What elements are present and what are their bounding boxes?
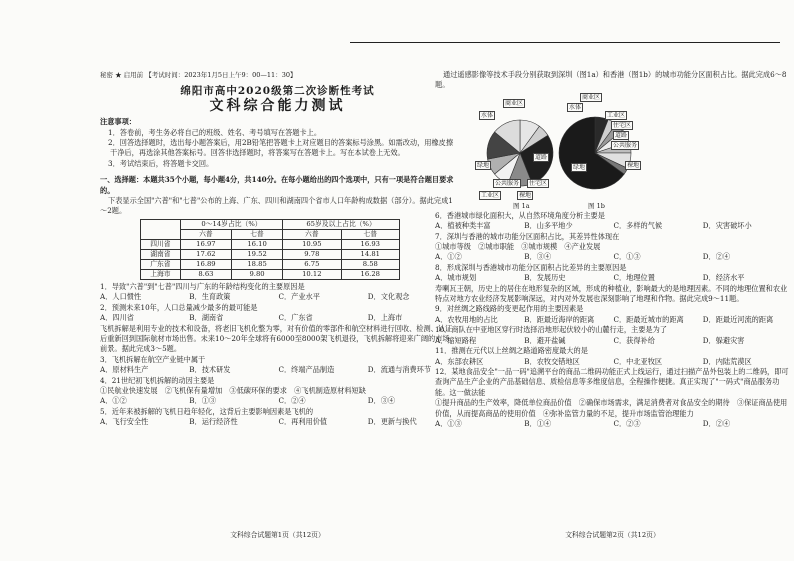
option: D．灾害破坏小 bbox=[702, 221, 752, 231]
cell-value: 14.81 bbox=[341, 249, 399, 259]
pie-label: 工业区 bbox=[481, 191, 500, 199]
pie-label: 裸地 bbox=[627, 161, 640, 169]
section-title: 一、选择题：本题共35个小题，每小题4分，共140分。在每小题给出的四个选项中，只有一项是符合题目要求的。 bbox=[100, 175, 454, 195]
cell-value: 8.58 bbox=[341, 259, 399, 269]
option: D．距最近河流的距离 bbox=[702, 314, 774, 324]
cell-value: 9.80 bbox=[231, 269, 282, 279]
option: C．①③ bbox=[613, 252, 641, 262]
exam-title: 绵阳市高中2020级第二次诊断性考试 bbox=[180, 85, 375, 98]
page-2 bbox=[435, 70, 790, 540]
pie-label: 道路 bbox=[535, 153, 548, 161]
option: D．内陆荒漠区 bbox=[702, 356, 752, 366]
table-corner bbox=[141, 219, 181, 239]
note-item: 3．考试结束后，将答题卡交回。 bbox=[108, 158, 214, 168]
figure-intro: 通过遥感影像等技术手段分别获取到深圳（图1a）和香港（图1b）的城市功能分区面积占比。据此完成6～8题。 bbox=[435, 70, 787, 90]
option: D．②④ bbox=[702, 418, 731, 428]
option: A．植被种类丰富 bbox=[435, 221, 491, 231]
row-name: 湖南省 bbox=[141, 249, 181, 259]
option-row bbox=[100, 365, 455, 375]
option: B．运行经济性 bbox=[189, 417, 238, 427]
pie-label: 绿地 bbox=[477, 161, 490, 169]
option: D．②④ bbox=[702, 252, 731, 262]
pie-figures bbox=[435, 91, 790, 211]
question-text: 4．21世纪初飞机拆解的动因主要是 bbox=[100, 375, 215, 385]
option: B．生育政策 bbox=[189, 292, 231, 302]
question-text: 3．飞机拆解在航空产业链中属于 bbox=[100, 354, 206, 364]
option-row bbox=[435, 273, 790, 283]
cell-value: 16.93 bbox=[341, 239, 399, 249]
option: B．距最近海岸的距离 bbox=[524, 314, 595, 324]
question-text: 8．形成深圳与香港城市功能分区面积占比差异的主要原因是 bbox=[435, 262, 627, 272]
pie-label: 绿地 bbox=[573, 163, 586, 171]
option: A．原材料生产 bbox=[100, 365, 149, 375]
cell-value: 19.52 bbox=[231, 249, 282, 259]
cell-value: 16.28 bbox=[341, 269, 399, 279]
cell-value: 18.85 bbox=[231, 259, 282, 269]
option: A．人口惯性 bbox=[100, 292, 142, 302]
table-row bbox=[141, 239, 400, 249]
questions-right bbox=[435, 211, 790, 430]
table-intro: 下表显示全国"六普"和"七普"公布的上海、广东、四川和湖南四个省市人口年龄构成数据（部分）。据此完成1～2题。 bbox=[100, 196, 453, 216]
table-row bbox=[141, 269, 400, 279]
option: A．城市规划 bbox=[435, 273, 477, 283]
subject-title: 文科综合能力测试 bbox=[209, 97, 346, 114]
option: D．上海市 bbox=[367, 313, 403, 323]
option-row bbox=[100, 292, 455, 302]
pie-label: 水体 bbox=[481, 111, 494, 119]
fig-b-caption: 图 1b bbox=[588, 201, 605, 210]
option: B．①③ bbox=[189, 396, 217, 406]
question-text: 7．深圳与香港的城市功能分区面积占比，其差异性体现在 bbox=[435, 231, 620, 241]
pie-label: 裸地 bbox=[519, 191, 532, 199]
table-row bbox=[141, 259, 400, 269]
cell-value: 9.78 bbox=[283, 249, 341, 259]
option: B．发展历史 bbox=[524, 273, 566, 283]
option: D．更新与换代 bbox=[367, 417, 417, 427]
option: B．农牧交错地区 bbox=[524, 356, 580, 366]
pie-label: 道路 bbox=[615, 131, 628, 139]
option: B．①④ bbox=[524, 418, 552, 428]
secret-line: 秘密 ★ 启用前 【考试时间：2023年1月5日上午9：00—11：30】 bbox=[100, 71, 297, 79]
question-text: 9．对丝绸之路线路的变更起作用的主要因素是 bbox=[435, 304, 584, 314]
option-row bbox=[100, 313, 455, 323]
page-footer: 文科综合试题第2页（共12页） bbox=[565, 530, 660, 539]
row-name: 广东省 bbox=[141, 259, 181, 269]
note-item: 1．答卷前，考生务必将自己的班级、姓名、考号填写在答题卡上。 bbox=[108, 127, 322, 137]
option-row bbox=[100, 396, 455, 406]
question-text: 11．推测在元代以上丝绸之路道路密度最大的是 bbox=[435, 346, 588, 356]
note-item: 2．回答选择题时，选出每小题答案后，用2B铅笔把答题卡上对应题目的答案标号涂黑。如需改动，用橡皮擦干净后，再选涂其他答案标号。回答非选择题时，将答案写在答题卡上。写在本试卷上无效。 bbox=[108, 138, 454, 158]
table-col: 七普 bbox=[341, 229, 399, 239]
option: A．农牧用地的占比 bbox=[435, 314, 498, 324]
pie-label: 水体 bbox=[569, 103, 582, 111]
cell-value: 10.95 bbox=[283, 239, 341, 249]
option-row bbox=[435, 252, 790, 262]
page-1 bbox=[100, 70, 455, 540]
cell-value: 6.75 bbox=[283, 259, 341, 269]
option: D．流通与消费环节 bbox=[367, 365, 432, 375]
notes-title: 注意事项： bbox=[100, 117, 136, 127]
table-col: 六普 bbox=[180, 229, 231, 239]
question-text: ①提升商品的生产效率，降低单位商品价值 ②确保市场需求，满足消费者对食品安全的期待 ③保证商品使用价值，从而提高商品的使用价值 ④弥补监管力量的不足，提升市场监管治理能力 bbox=[435, 398, 788, 418]
row-name: 四川省 bbox=[141, 239, 181, 249]
questions-left bbox=[100, 282, 455, 428]
question-text: 10．商队在中亚地区穿行时选择沿地形起伏较小的山麓行走，主要是为了 bbox=[435, 325, 667, 335]
option-row bbox=[435, 419, 790, 429]
question-text: 飞机拆解是利用专业的技术和设备，将老旧飞机化整为零，对有价值的零部件和航空材料进行回收、检测、认证后重新回到国际航材市场出售。未来10～20年全球将有6000至8000架飞机退役，飞机拆解将迎来广阔的市场前景。据此完成3～5题。 bbox=[100, 323, 453, 354]
option: A．东部农耕区 bbox=[435, 356, 484, 366]
option: D．③④ bbox=[367, 396, 396, 406]
question-text: 12．某地食品安全"一品一码"追溯平台的商品二维码功能正式上线运行，通过扫描产品外包装上的二维码，即可查询产品生产企业的产品基础信息、质检信息等多维度信息，全程操作便捷。真正实现了"一码式"商品服务功能。这一做法能 bbox=[435, 366, 789, 397]
table-col: 七普 bbox=[231, 229, 282, 239]
option: C．距最近城市的距离 bbox=[613, 314, 684, 324]
option: D．文化观念 bbox=[367, 292, 410, 302]
option: C．再利用价值 bbox=[278, 417, 328, 427]
census-table bbox=[140, 219, 400, 280]
question-text: 5．近年来被拆解的飞机日趋年轻化，这背后主要影响因素是飞机的 bbox=[100, 406, 314, 416]
option: C．产业水平 bbox=[278, 292, 320, 302]
top-rule bbox=[350, 42, 780, 43]
pie-label: 住宅区 bbox=[529, 179, 548, 187]
pie-label: 工业区 bbox=[607, 111, 626, 119]
option: A．①② bbox=[435, 252, 462, 262]
option: C．终端产品制造 bbox=[278, 365, 335, 375]
question-text: 寿喇瓦王朝，历史上的居住在地形复杂的区域，形成的种植业，影响最大的是地理因素。不同的地理位置和农业特点对地方农业经济发展影响深远，对内对外发展也深刻影响了地理和作物。据此完成9～11题。 bbox=[435, 283, 788, 304]
pie-label: 商业区 bbox=[582, 93, 601, 101]
cell-value: 10.12 bbox=[283, 269, 341, 279]
pie-label: 住宅区 bbox=[613, 121, 632, 129]
option: C．②③ bbox=[613, 418, 641, 428]
page-footer: 文科综合试题第1页（共12页） bbox=[230, 530, 325, 539]
option-row bbox=[435, 221, 790, 231]
table-col: 六普 bbox=[283, 229, 341, 239]
pie-label: 公共服务 bbox=[613, 141, 638, 149]
cell-value: 16.10 bbox=[231, 239, 282, 249]
fig-a-caption: 图 1a bbox=[513, 201, 530, 210]
question-text: ①民航业快速发展 ②飞机保有量增加 ③低碳环保的要求 ④飞机制造原材料短缺 bbox=[100, 385, 366, 395]
option: C．多样的气候 bbox=[613, 221, 663, 231]
option-row bbox=[435, 315, 790, 325]
option: A．四川省 bbox=[100, 313, 134, 323]
question-text: 1．导致"六普"到"七普"四川与广东的年龄结构变化的主要原因是 bbox=[100, 281, 305, 291]
option: A．①③ bbox=[435, 418, 462, 428]
pie-label: 商业区 bbox=[505, 99, 524, 107]
option: B．湖南省 bbox=[189, 313, 224, 323]
option: D．躲避灾害 bbox=[702, 335, 745, 345]
option: D．经济水平 bbox=[702, 273, 745, 283]
option-row bbox=[100, 417, 455, 427]
option-row bbox=[435, 357, 790, 367]
option-row bbox=[435, 336, 790, 346]
row-name: 上海市 bbox=[141, 269, 181, 279]
option: C．广东省 bbox=[278, 313, 313, 323]
option: B．③④ bbox=[524, 252, 552, 262]
notes-list bbox=[100, 128, 455, 170]
table-row bbox=[141, 249, 400, 259]
option: B．山多平地少 bbox=[524, 221, 573, 231]
question-text: 2．预测未来10年，人口总量减少最多的最可能是 bbox=[100, 302, 258, 312]
question-text: 6．香港城市绿化面积大，从自然环境角度分析主要是 bbox=[435, 210, 605, 220]
cell-value: 17.62 bbox=[180, 249, 231, 259]
option: B．避开盐碱 bbox=[524, 335, 566, 345]
table-group-a: 0～14岁占比（%） bbox=[180, 219, 282, 229]
option: B．技术研发 bbox=[189, 365, 231, 375]
option: C．②④ bbox=[278, 396, 306, 406]
option: A．飞行安全性 bbox=[100, 417, 149, 427]
option: C．地理位置 bbox=[613, 273, 655, 283]
cell-value: 8.63 bbox=[180, 269, 231, 279]
cell-value: 16.97 bbox=[180, 239, 231, 249]
option: A．①② bbox=[100, 396, 127, 406]
cell-value: 16.89 bbox=[180, 259, 231, 269]
option: C．中北亚牧区 bbox=[613, 356, 663, 366]
table-group-b: 65岁及以上占比（%） bbox=[283, 219, 400, 229]
pie-label: 公共服务 bbox=[495, 179, 520, 187]
option: A．缩短路程 bbox=[435, 335, 477, 345]
question-text: ①城市等级 ②城市职能 ③城市规模 ④产业发展 bbox=[435, 242, 601, 252]
option: C．获得补给 bbox=[613, 335, 655, 345]
